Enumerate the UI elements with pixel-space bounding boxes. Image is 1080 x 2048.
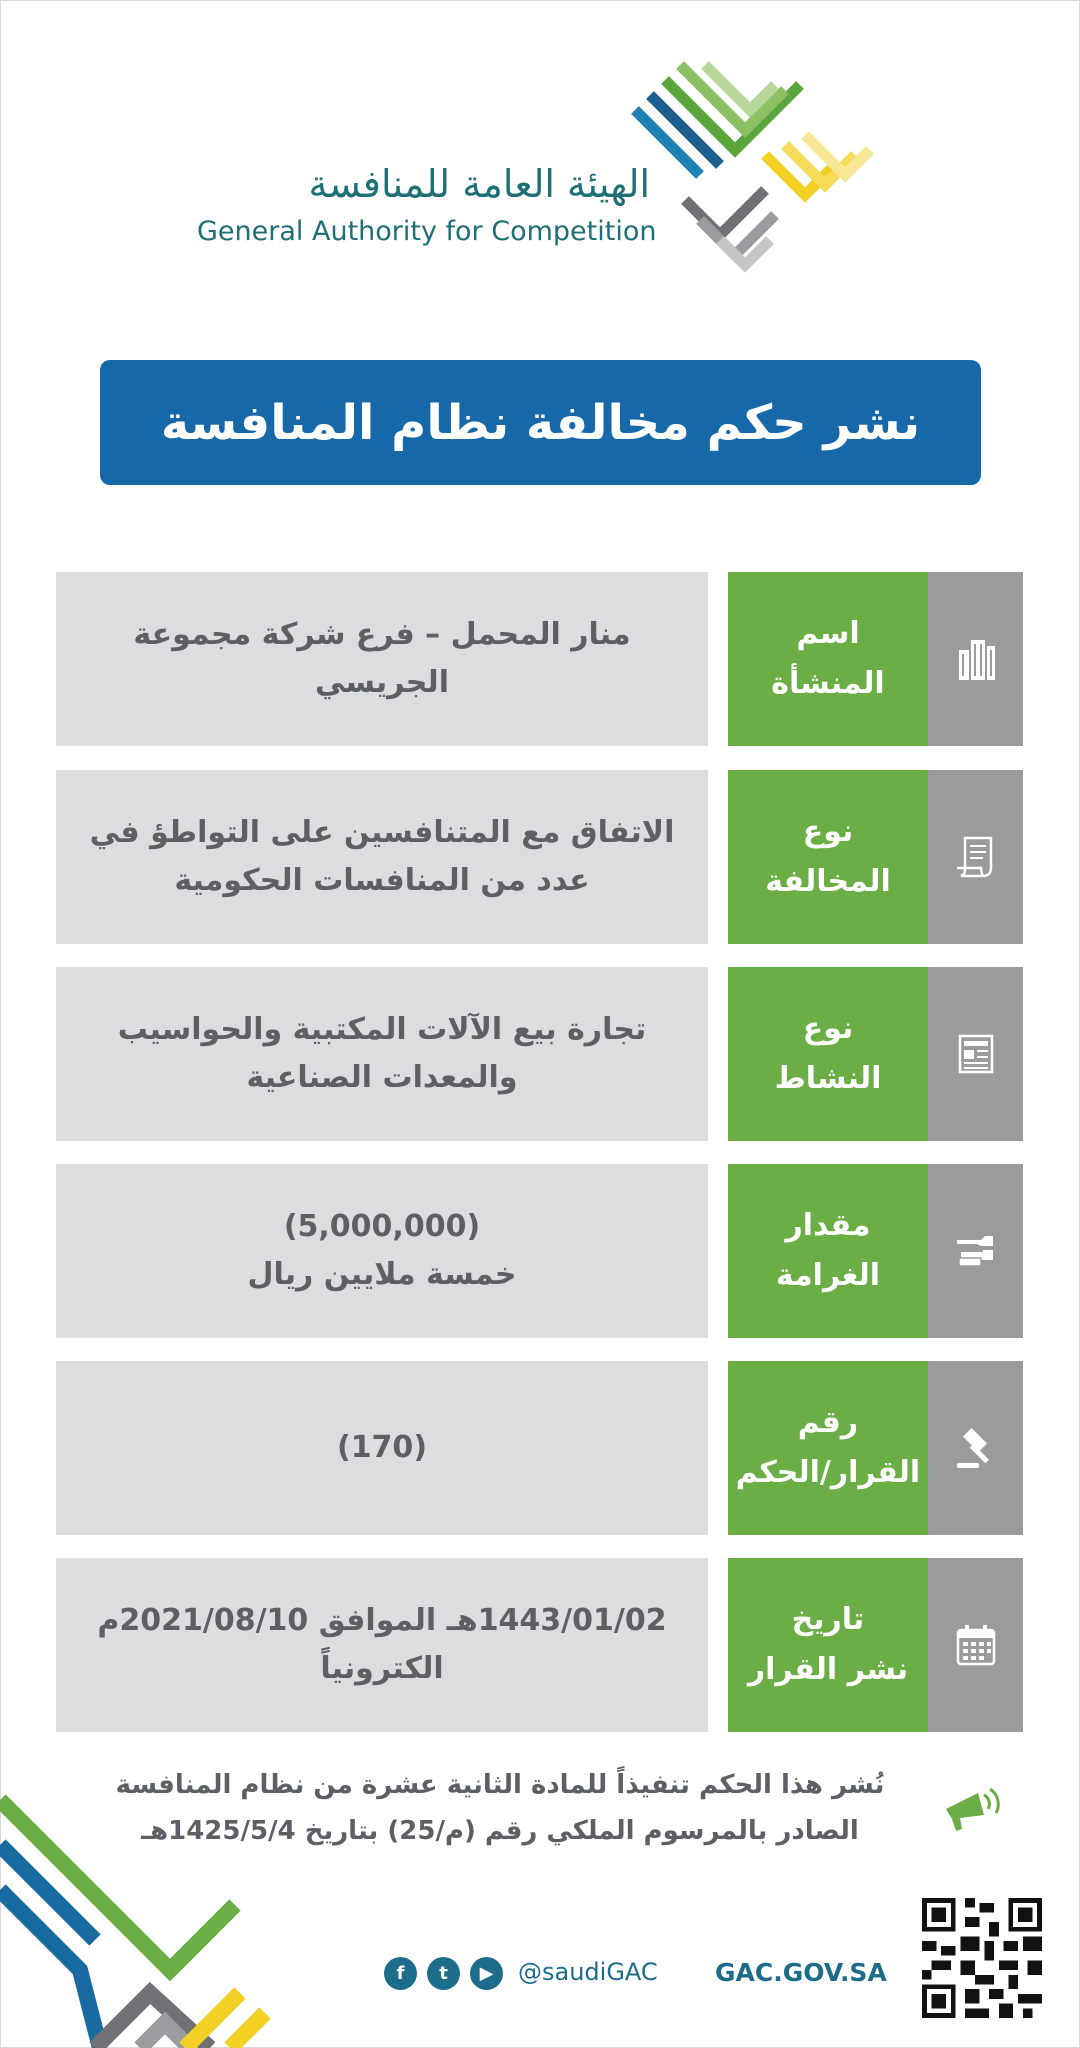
row-value: منار المحمل – فرع شركة مجموعة الجريسي	[56, 572, 708, 746]
money-hand-icon	[953, 1228, 999, 1274]
info-row-entity-name	[56, 572, 1023, 746]
row-value: (5,000,000) خمسة ملايين ريال	[56, 1164, 708, 1338]
info-row-decision-number	[56, 1361, 1023, 1535]
row-label: تاريخ نشر القرار	[728, 1558, 928, 1732]
info-row-publish-date	[56, 1558, 1023, 1732]
title-banner	[100, 360, 981, 485]
info-row-activity-type	[56, 967, 1023, 1141]
info-row-fine-amount	[56, 1164, 1023, 1338]
info-row-violation-type	[56, 770, 1023, 944]
newspaper-icon	[953, 1031, 999, 1077]
org-name-english: General Authority for Competition	[197, 216, 657, 247]
facebook-icon[interactable]: f	[384, 1957, 417, 1990]
row-label: رقم القرار/الحكم	[728, 1361, 928, 1535]
row-label: اسم المنشأة	[728, 572, 928, 746]
row-label: مقدار الغرامة	[728, 1164, 928, 1338]
youtube-icon[interactable]: ▶	[470, 1957, 503, 1990]
qr-code-icon[interactable]	[922, 1898, 1042, 2018]
decorative-chevrons	[0, 1790, 270, 2048]
social-links	[384, 1957, 503, 1990]
row-value: (170)	[56, 1361, 708, 1535]
website-link[interactable]: GAC.GOV.SA	[715, 1958, 887, 1987]
gavel-icon	[953, 1425, 999, 1471]
building-icon	[953, 636, 999, 682]
row-value: تجارة بيع الآلات المكتبية والحواسيب والمعدات الصناعية	[56, 967, 708, 1141]
social-handle[interactable]: @saudiGAC	[518, 1958, 658, 1986]
legal-note: نُشر هذا الحكم تنفيذاً للمادة الثانية عشرة من نظام المنافسة الصادر بالمرسوم الملكي رقم (م/25) بتاريخ 1425/5/4هـ	[115, 1770, 885, 1846]
megaphone-icon	[938, 1775, 1008, 1835]
org-name-arabic: الهيئة العامة للمنافسة	[308, 162, 650, 206]
row-value: 1443/01/02هـ الموافق 2021/08/10م الكترونياً	[56, 1558, 708, 1732]
row-value: الاتفاق مع المتنافسين على التواطؤ في عدد من المنافسات الحكومية	[56, 770, 708, 944]
gac-logo-icon	[625, 60, 895, 280]
page-title: نشر حكم مخالفة نظام المنافسة	[160, 394, 921, 451]
row-label: نوع المخالفة	[728, 770, 928, 944]
twitter-icon[interactable]: t	[427, 1957, 460, 1990]
document-scroll-icon	[953, 834, 999, 880]
row-label: نوع النشاط	[728, 967, 928, 1141]
calendar-icon	[953, 1622, 999, 1668]
